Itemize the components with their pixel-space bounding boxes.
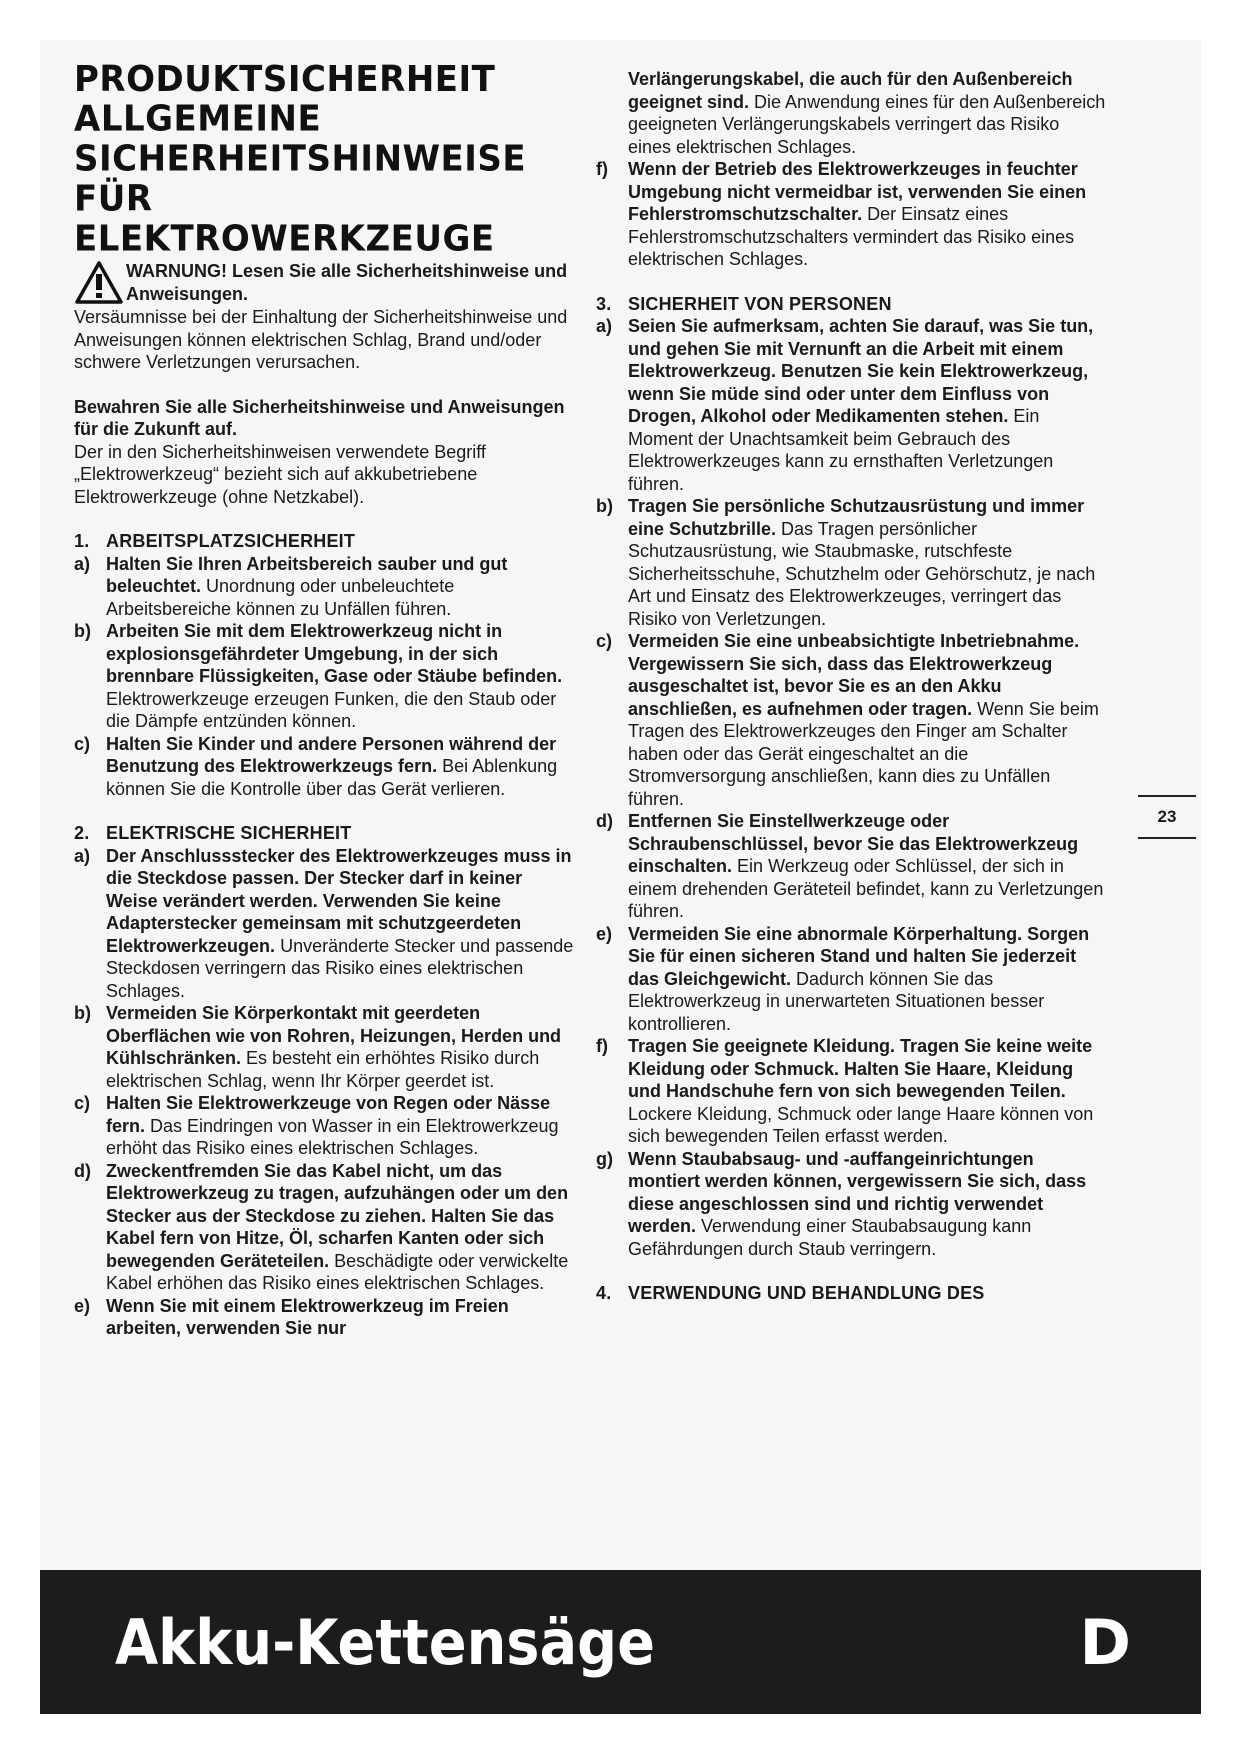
list-item bbox=[596, 158, 1106, 271]
warning-heading: WARNUNG! Lesen Sie alle Sicherheitshinweise und Anweisungen. bbox=[126, 261, 568, 304]
item-text: Verwendung einer Staubabsaugung kann Gefährdungen durch Staub verringern. bbox=[628, 1216, 1032, 1259]
item-bold: Arbeiten Sie mit dem Elektrowerkzeug nicht in explosionsgefährdeter Umgebung, in der sich brennbare Flüssigkeiten, Gase oder Stäube befinden. bbox=[106, 621, 563, 686]
item-label: e) bbox=[74, 1295, 91, 1316]
list-item bbox=[74, 553, 574, 621]
list-item bbox=[74, 845, 574, 1003]
item-text: Die Anwendung eines für den Außenbereich geeigneten Verlängerungskabels verringert das Risiko eines elektrischen Schlages. bbox=[628, 91, 1106, 157]
item-bold: Seien Sie aufmerksam, achten Sie darauf, was Sie tun, und gehen Sie mit Vernunft an die Arbeit mit einem Elektrowerkzeug. Benutzen Sie kein Elektrowerkzeug, wenn Sie müde sind oder unter dem Einfluss von Drogen, Alkohol oder Medikamenten stehen. bbox=[628, 316, 1094, 426]
list-item bbox=[596, 315, 1106, 495]
item-bold: Wenn der Betrieb des Elektrowerkzeuges in feuchter Umgebung nicht vermeidbar ist, verwenden Sie einen Fehlerstromschutzschalter. bbox=[628, 159, 1087, 224]
item-bold: Vermeiden Sie Körperkontakt mit geerdeten Oberflächen wie von Rohren, Heizungen, Herden und Kühlschränken. bbox=[106, 1003, 562, 1068]
item-label: e) bbox=[596, 923, 613, 944]
section-title: VERWENDUNG UND BEHANDLUNG DES bbox=[628, 1283, 985, 1303]
item-bold: Der Anschlussstecker des Elektrowerkzeuges muss in die Steckdose passen. Der Stecker darf in keiner Weise verändert werden. Verwenden Sie keine Adapterstecker gemeinsam mit schutzgeerdeten Elektrowerkzeugen. bbox=[106, 845, 572, 956]
item-label: a) bbox=[74, 553, 91, 574]
item-bold: Vermeiden Sie eine abnormale Körperhaltung. Sorgen Sie für einen sicheren Stand und halten Sie jederzeit das Gleichgewicht. bbox=[628, 923, 1090, 989]
item-label: b) bbox=[74, 621, 91, 641]
keep-instructions-text: Der in den Sicherheitshinweisen verwendete Begriff „Elektrowerkzeug“ bezieht sich auf akkubetriebene Elektrowerkzeuge (ohne Netzkabel). bbox=[74, 441, 486, 507]
section-heading-4 bbox=[596, 1282, 1106, 1305]
page-title bbox=[74, 59, 574, 259]
item-bold: Vermeiden Sie eine unbeabsichtigte Inbetriebnahme. Vergewissern Sie sich, dass das Elektrowerkzeug ausgeschaltet ist, bevor Sie es an den Akku anschließen, es aufnehmen oder tragen. bbox=[628, 631, 1080, 719]
left-column bbox=[74, 58, 574, 1340]
footer-title: Akku-Kettensäge bbox=[115, 1606, 655, 1679]
list-item bbox=[596, 923, 1106, 1036]
section-number: 2. bbox=[74, 823, 90, 843]
item-label: b) bbox=[596, 496, 613, 516]
item-text: Ein Werkzeug oder Schlüssel, der sich in einem drehenden Geräteteil befindet, kann zu Verletzungen führen. bbox=[628, 856, 1104, 921]
warning-block bbox=[74, 260, 574, 306]
list-item bbox=[74, 1092, 574, 1160]
section-heading-2 bbox=[74, 822, 574, 845]
warning-text: Versäumnisse bei der Einhaltung der Sicherheitshinweise und Anweisungen können elektrischen Schlag, Brand und/oder schwere Verletzungen verursachen. bbox=[74, 307, 568, 372]
keep-instructions-heading: Bewahren Sie alle Sicherheitshinweise und Anweisungen für die Zukunft auf. bbox=[74, 396, 565, 439]
continued-item-e bbox=[596, 68, 1106, 158]
item-text: Der Einsatz eines Fehlerstromschutzschalters vermindert das Risiko eines elektrischen Schlages. bbox=[628, 204, 1075, 269]
item-label: c) bbox=[596, 631, 613, 651]
item-bold: Verlängerungskabel, die auch für den Außenbereich geeignet sind. bbox=[628, 69, 1073, 112]
item-bold: Halten Sie Elektrowerkzeuge von Regen oder Nässe fern. bbox=[106, 1093, 551, 1136]
list-item bbox=[596, 495, 1106, 630]
section-heading-1 bbox=[74, 530, 574, 553]
item-label: g) bbox=[596, 1148, 613, 1169]
item-text: Bei Ablenkung können Sie die Kontrolle über das Gerät verlieren. bbox=[106, 756, 558, 799]
item-text: Dadurch können Sie das Elektrowerkzeug in unerwarteten Situationen besser kontrollieren. bbox=[628, 968, 1045, 1034]
list-item bbox=[74, 620, 574, 733]
item-text: Das Eindringen von Wasser in ein Elektrowerkzeug erhöht das Risiko eines elektrischen Schlages. bbox=[106, 1115, 559, 1158]
list-item bbox=[74, 1160, 574, 1295]
item-text: Elektrowerkzeuge erzeugen Funken, die den Staub oder die Dämpfe entzünden können. bbox=[106, 688, 557, 731]
item-label: f) bbox=[596, 159, 608, 179]
item-bold: Zweckentfremden Sie das Kabel nicht, um das Elektrowerkzeug zu tragen, aufzuhängen oder um den Stecker aus der Steckdose zu ziehen. Halten Sie das Kabel fern von Hitze, Öl, scharfen Kanten oder sich bewegenden Geräteteilen. bbox=[106, 1160, 569, 1271]
item-bold: Halten Sie Ihren Arbeitsbereich sauber und gut beleuchtet. bbox=[106, 553, 508, 596]
page-number-marker bbox=[1138, 795, 1196, 839]
item-text: Wenn Sie beim Tragen des Elektrowerkzeuges den Finger am Schalter haben oder das Gerät eingeschaltet an die Stromversorgung anschließen, kann dies zu Unfällen führen. bbox=[628, 698, 1099, 809]
footer-language: D bbox=[1079, 1606, 1131, 1679]
item-label: c) bbox=[74, 1093, 91, 1113]
title-line: ALLGEMEINE bbox=[74, 98, 322, 141]
section-heading-3 bbox=[596, 293, 1106, 316]
item-label: a) bbox=[596, 316, 613, 336]
item-bold: Wenn Staubabsaug- und -auffangeinrichtungen montiert werden können, vergewissern Sie sich, dass diese angeschlossen sind und richtig verwendet werden. bbox=[628, 1148, 1087, 1236]
section-number: 1. bbox=[74, 531, 90, 551]
item-text: Unordnung oder unbeleuchtete Arbeitsbereiche können zu Unfällen führen. bbox=[106, 576, 455, 619]
list-item bbox=[596, 630, 1106, 810]
warning-triangle-icon bbox=[74, 260, 124, 306]
page-number: 23 bbox=[1157, 807, 1177, 826]
section-title: ARBEITSPLATZSICHERHEIT bbox=[106, 531, 356, 551]
item-text: Lockere Kleidung, Schmuck oder lange Haare können von sich bewegenden Teilen erfasst werden. bbox=[628, 1103, 1094, 1146]
item-text: Ein Moment der Unachtsamkeit beim Gebrauch des Elektrowerkzeuges kann zu ernsthaften Verletzungen führen. bbox=[628, 406, 1054, 494]
section-title: SICHERHEIT VON PERSONEN bbox=[628, 293, 892, 314]
list-item bbox=[596, 1035, 1106, 1148]
list-item bbox=[74, 1295, 574, 1340]
divider bbox=[1138, 837, 1196, 839]
title-line: SICHERHEITSHINWEISE bbox=[74, 138, 527, 180]
section-number: 4. bbox=[596, 1283, 612, 1303]
item-label: f) bbox=[596, 1036, 608, 1056]
item-text: Beschädigte oder verwickelte Kabel erhöhen das Risiko eines elektrischen Schlages. bbox=[106, 1250, 569, 1293]
item-bold: Tragen Sie persönliche Schutzausrüstung und immer eine Schutzbrille. bbox=[628, 496, 1085, 539]
item-label: d) bbox=[74, 1160, 91, 1181]
list-item bbox=[74, 1002, 574, 1092]
item-label: d) bbox=[596, 811, 613, 831]
title-line: PRODUKTSICHERHEIT bbox=[74, 58, 496, 101]
item-label: a) bbox=[74, 845, 91, 866]
list-item bbox=[74, 733, 574, 801]
list-item bbox=[596, 810, 1106, 923]
item-bold: Entfernen Sie Einstellwerkzeuge oder Schraubenschlüssel, bevor Sie das Elektrowerkzeug einschalten. bbox=[628, 811, 1079, 876]
item-bold: Tragen Sie geeignete Kleidung. Tragen Sie keine weite Kleidung oder Schmuck. Halten Sie Haare, Kleidung und Handschuhe fern von sich bewegenden Teilen. bbox=[628, 1036, 1093, 1101]
item-text: Das Tragen persönlicher Schutzausrüstung, wie Staubmaske, rutschfeste Sicherheitsschuhe, Schutzhelm oder Gehörschutz, je nach Art und Einsatz des Elektrowerkzeuges, verringert das Risiko von Verletzungen. bbox=[628, 518, 1096, 629]
item-bold: Wenn Sie mit einem Elektrowerkzeug im Freien arbeiten, verwenden Sie nur bbox=[106, 1295, 509, 1338]
section-title: ELEKTRISCHE SICHERHEIT bbox=[106, 823, 352, 843]
title-line: FÜR ELEKTROWERKZEUGE bbox=[74, 177, 495, 260]
item-label: c) bbox=[74, 733, 91, 754]
item-text: Es besteht ein erhöhtes Risiko durch elektrischen Schlag, wenn Ihr Körper geerdet ist. bbox=[106, 1048, 540, 1091]
item-text: Unveränderte Stecker und passende Steckdosen verringern das Risiko eines elektrischen Schlages. bbox=[106, 935, 574, 1001]
right-column bbox=[596, 68, 1106, 1305]
item-bold: Halten Sie Kinder und andere Personen während der Benutzung des Elektrowerkzeugs fern. bbox=[106, 733, 557, 776]
section-number: 3. bbox=[596, 293, 612, 314]
item-label: b) bbox=[74, 1003, 91, 1023]
footer-banner bbox=[40, 1570, 1201, 1714]
list-item bbox=[596, 1148, 1106, 1261]
